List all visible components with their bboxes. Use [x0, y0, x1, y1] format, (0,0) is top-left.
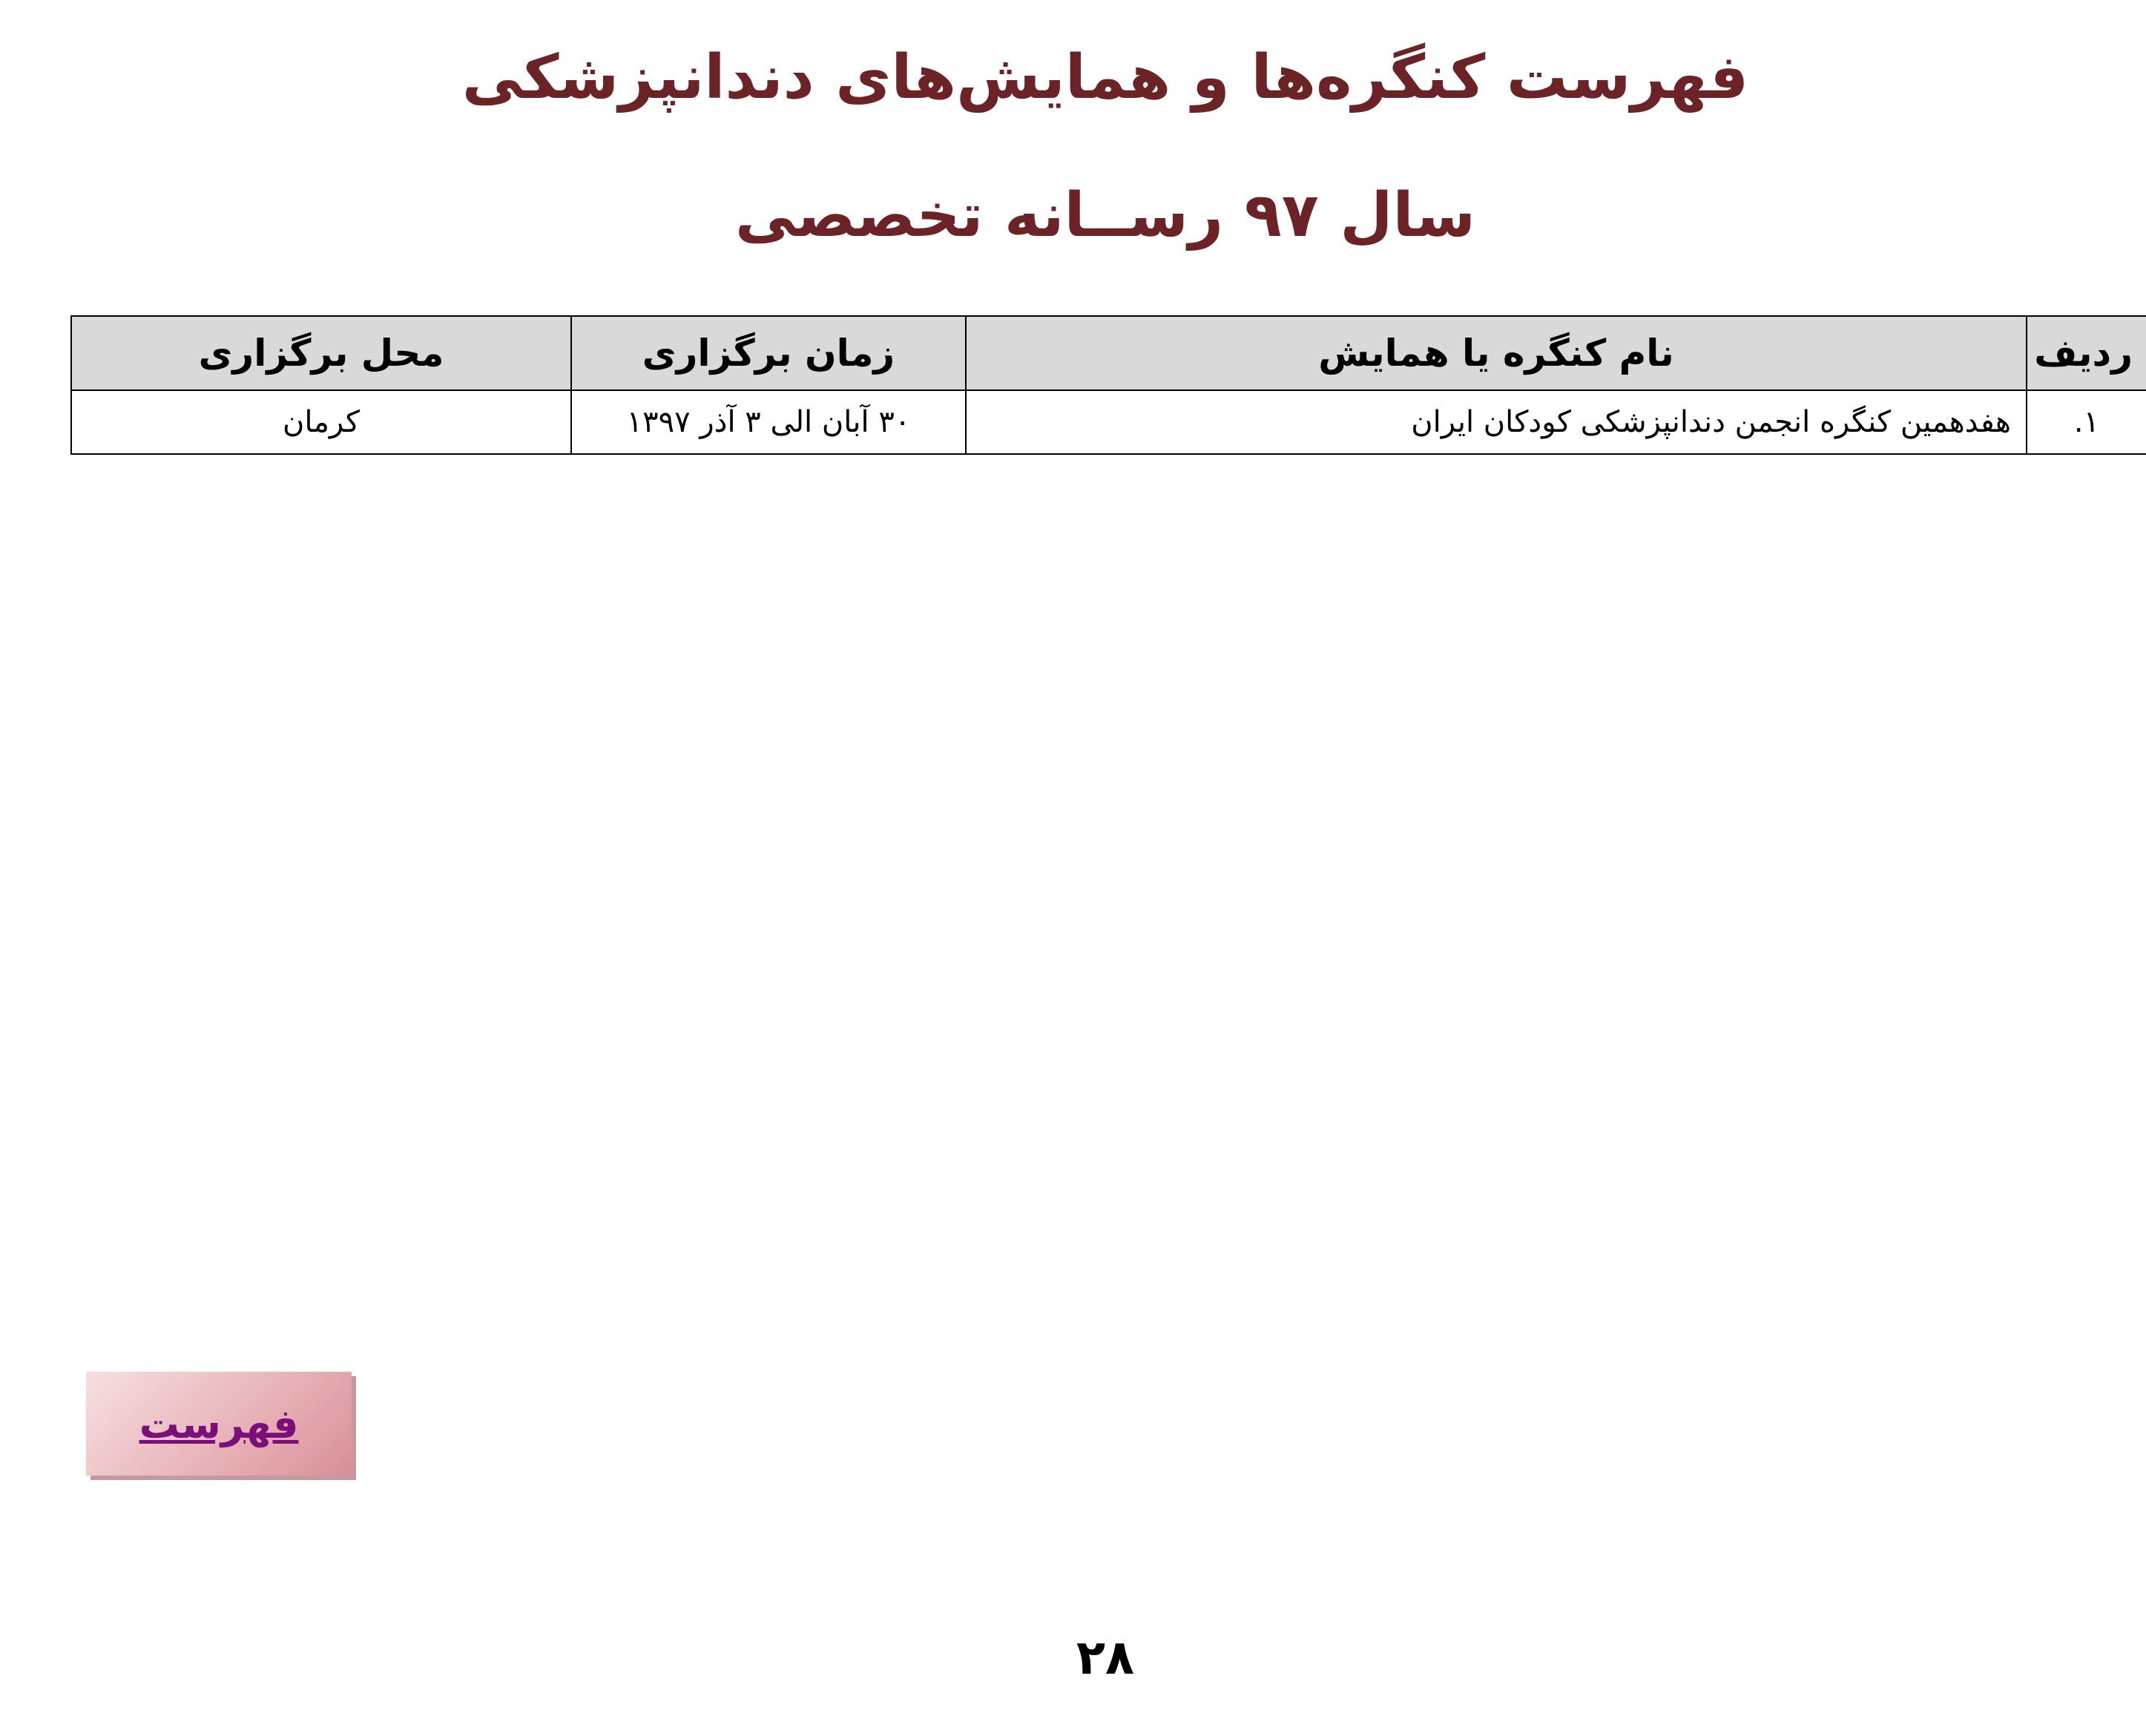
- index-link-label[interactable]: فهرست: [139, 1400, 299, 1447]
- index-link-button[interactable]: [86, 1372, 352, 1476]
- page-number: ۲۸: [1076, 1631, 1135, 1686]
- column-header-index: ردیف: [2027, 316, 2146, 390]
- event-place-cell: کرمان: [71, 390, 571, 454]
- column-header-place: محل برگزاری: [71, 316, 571, 390]
- event-name-cell: هفدهمین کنگره انجمن دندانپزشکی کودکان ایران: [966, 390, 2027, 454]
- column-header-name: نام کنگره یا همایش: [966, 316, 2027, 390]
- table-header-row: [71, 316, 2146, 390]
- page-subtitle: سال ۹۷ رســانه تخصصی: [735, 180, 1475, 251]
- events-table: [70, 315, 2146, 455]
- column-header-time: زمان برگزاری: [571, 316, 966, 390]
- table-row: [71, 390, 2146, 454]
- page-title: فهرست کنگره‌ها و همایش‌های دندانپزشکی: [461, 42, 1749, 113]
- row-index-cell: ۱.: [2027, 390, 2146, 454]
- event-time-cell: ۳۰ آبان الی ۳ آذر ۱۳۹۷: [571, 390, 966, 454]
